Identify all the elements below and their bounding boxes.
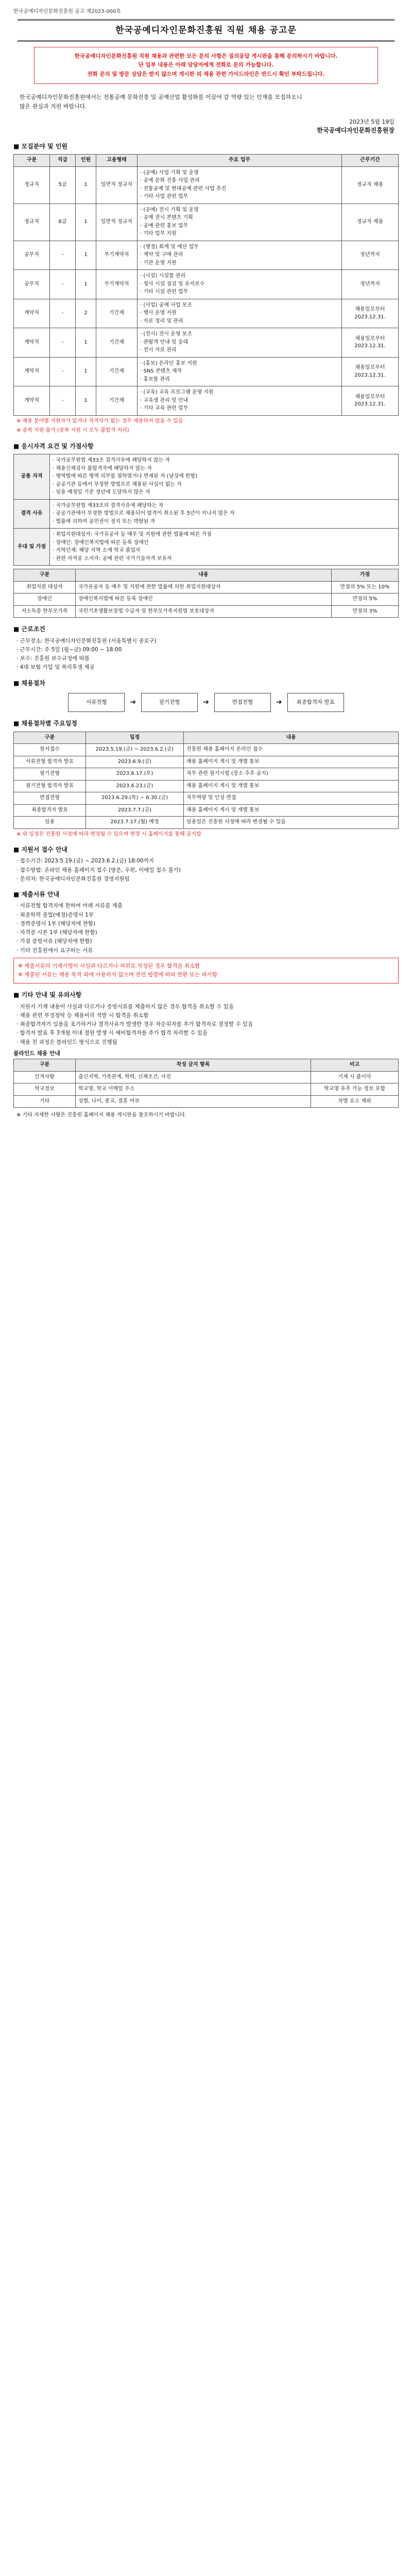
- intro-line: 한국공예디자인문화진흥원에서는 전통공예 문화진흥 및 공예산업 활성화를 이끌어 갈 역량 있는 인재를 모집하오니: [20, 93, 302, 100]
- document-line: · 기타 진흥원에서 요구하는 서류: [16, 947, 93, 954]
- qual-line: · 국가공무원법 제33조의 결격사유에 해당하는 자: [53, 502, 164, 509]
- pref-cell: 장애인: [14, 594, 76, 606]
- blind-cell: 학교명 유추 가능 정보 포함: [311, 1083, 399, 1096]
- cell-group: 계약직: [14, 299, 50, 328]
- document-line: · 가점 증빙서류 (해당자에 한함): [16, 938, 92, 945]
- table-row: [14, 1083, 399, 1096]
- cell-duties: [138, 299, 342, 328]
- table-row: [14, 780, 399, 792]
- schedule-cell: 직무역량 및 인성 면접: [184, 792, 399, 805]
- conditions-list: [13, 637, 399, 672]
- pref-cell: 국가유공자 등 예우 및 지원에 관한 법률에 의한 취업지원대상자: [76, 581, 332, 594]
- blind-cell: 성별, 나이, 종교, 결혼 여부: [76, 1095, 311, 1108]
- cell-type: 기간제: [96, 299, 138, 328]
- cell-type: 무기계약직: [96, 241, 138, 270]
- th-type: 고용형태: [96, 155, 138, 167]
- pref-cell: 만점의 3%: [332, 605, 399, 618]
- process-step: 최종합격자 발표: [287, 693, 344, 712]
- document-line: · 경력증명서 1부 (해당자에 한함): [16, 920, 96, 927]
- section-other: ■ 기타 안내 및 유의사항: [13, 991, 82, 999]
- cell-grade: 6급: [50, 204, 76, 241]
- cell-count: 1: [76, 328, 96, 358]
- duty-line: · (교육) 교육 프로그램 운영 지원: [140, 389, 214, 396]
- duty-line: · 기타 사업 관련 업무: [140, 194, 188, 200]
- duty-line: · SNS 콘텐츠 제작: [140, 368, 182, 375]
- page-title: 한국공예디자인문화진흥원 직원 채용 공고문: [115, 25, 297, 36]
- cell-grade: -: [50, 357, 76, 386]
- schedule-cell: 임용일은 진흥원 사정에 따라 변경될 수 있음: [184, 817, 399, 829]
- cell-duties: [138, 328, 342, 358]
- cell-period: 정년까지: [342, 270, 399, 299]
- qual-content: [50, 499, 399, 529]
- blind-cell: 학교정보: [14, 1083, 76, 1096]
- schedule-cell: 2023.7.17.(월) 예정: [86, 817, 184, 829]
- cell-type: 기간제: [96, 328, 138, 358]
- table-row: [14, 241, 399, 270]
- application-line: · 접수방법: 온라인 채용 홈페이지 접수 (방문, 우편, 이메일 접수 불가): [16, 867, 181, 873]
- duty-line: · 자료 정리 및 관리: [140, 318, 183, 324]
- cell-group: 공무직: [14, 270, 50, 299]
- duty-line: · (행정) 회계 및 예산 업무: [140, 244, 199, 250]
- announcement-page: [0, 0, 412, 1136]
- duty-line: · (공예) 사업 기획 및 운영: [140, 170, 199, 176]
- table-row: [14, 594, 399, 606]
- cell-group: 공무직: [14, 241, 50, 270]
- cell-period: 채용일로부터 2023.12.31.: [342, 299, 399, 328]
- blind-cell: 출신지역, 가족관계, 학력, 신체조건, 사진: [76, 1071, 311, 1083]
- doc-number: 한국공예디자인문화진흥원 공고 제2023-000호: [13, 9, 122, 14]
- schedule-cell: 필기전형: [14, 768, 86, 781]
- duty-line: · 공예 문화 진흥 사업 관리: [140, 178, 200, 184]
- table-row: [14, 756, 399, 768]
- warning-line: ※ 제출서류의 기재사항이 사실과 다르거나 허위로 작성된 경우 합격을 취소함: [18, 962, 200, 969]
- blind-cell: 기재 시 불이익: [311, 1071, 399, 1083]
- qual-line: · 취업지원대상자: 국가유공자 등 예우 및 지원에 관한 법률에 따른 가점: [53, 532, 212, 538]
- section-process: ■ 채용절차: [13, 679, 45, 687]
- table-row: [14, 804, 399, 817]
- schedule-cell: 채용 홈페이지 게시 및 개별 통보: [184, 756, 399, 768]
- other-line: · 채용 전 과정은 블라인드 방식으로 진행됨: [16, 1039, 117, 1045]
- recruit-note: ※ 채용 분야별 지원자가 없거나 적격자가 없는 경우 채용하지 않을 수 있음: [16, 418, 183, 424]
- schedule-cell: 임용: [14, 817, 86, 829]
- pref-cell: 국민기초생활보장법 수급자 및 한부모가족지원법 보호대상자: [76, 605, 332, 618]
- notice-line: 단 일부 내용은 아래 담당자에게 전화로 문의 가능합니다.: [138, 62, 274, 69]
- duty-line: · 공예 관련 홍보 업무: [140, 223, 188, 229]
- cell-count: 1: [76, 270, 96, 299]
- cell-grade: 5급: [50, 166, 76, 204]
- schedule-cell: 2023.7.7.(금): [86, 804, 184, 817]
- cell-count: 1: [76, 166, 96, 204]
- closing-note: ※ 기타 자세한 사항은 진흥원 홈페이지 채용 게시판을 참조하시기 바랍니다.: [16, 1112, 186, 1118]
- other-line: · 채용 관련 부정청탁 등 채용비리 적발 시 합격을 취소함: [16, 1012, 149, 1019]
- cell-duties: [138, 204, 342, 241]
- process-step: 필기전형: [141, 693, 198, 712]
- pref-cell: 장애인복지법에 따른 등록 장애인: [76, 594, 332, 606]
- th-date: 일정: [86, 732, 184, 744]
- other-line: · 합격자 발표 후 3개월 이내 결원 발생 시 예비합격자를 추가 합격 처리할 수 있음: [16, 1030, 208, 1037]
- schedule-cell: 면접전형: [14, 792, 86, 805]
- blind-subtitle: 블라인드 채용 안내: [13, 1049, 60, 1057]
- qual-line: · 임용 예정일 기준 정년에 도달하지 않은 자: [53, 489, 150, 496]
- cell-type: 기간제: [96, 357, 138, 386]
- title-box: [18, 19, 394, 42]
- cell-period: 채용일로부터 2023.12.31.: [342, 386, 399, 416]
- arrow-right-icon: ➔: [276, 698, 282, 707]
- recruitment-table: [13, 154, 399, 416]
- qual-line: · 장애인: 장애인복지법에 따른 등록 장애인: [53, 539, 149, 546]
- table-row: [14, 270, 399, 299]
- duty-line: · 기관 운영 지원: [140, 260, 177, 266]
- th-period: 근무기간: [342, 155, 399, 167]
- preference-table: [13, 569, 399, 618]
- cell-period: 채용일로부터 2023.12.31.: [342, 357, 399, 386]
- other-list: [13, 1003, 399, 1046]
- table-row: [14, 605, 399, 618]
- arrow-right-icon: ➔: [130, 698, 136, 707]
- th-stage: 구분: [14, 732, 86, 744]
- documents-warning: [13, 958, 399, 984]
- cell-type: 무기계약직: [96, 270, 138, 299]
- arrow-right-icon: ➔: [203, 698, 209, 707]
- schedule-cell: 채용 홈페이지 게시 및 개별 통보: [184, 780, 399, 792]
- table-row: [14, 817, 399, 829]
- duty-line: · 홍보물 관리: [140, 376, 170, 382]
- th-pref-points: 가점: [332, 569, 399, 582]
- documents-intro: · 서류전형 합격자에 한하여 아래 서류를 제출: [16, 903, 123, 909]
- table-row: [14, 166, 399, 204]
- table-row: [14, 744, 399, 756]
- th-pref-type: 구분: [14, 569, 76, 582]
- duty-line: · 청사 시설 점검 및 유지보수: [140, 281, 205, 287]
- th-blind-type: 구분: [14, 1059, 76, 1072]
- table-row: [14, 581, 399, 594]
- duty-line: · 기타 업무 지원: [140, 231, 177, 237]
- duty-line: · 전통공예 및 현대공예 관련 사업 추진: [140, 185, 227, 192]
- qual-line: · 병역법에 따른 병역 의무를 필하였거나 면제된 자 (남성에 한함): [53, 473, 198, 480]
- application-line: · 문의처: 한국공예디자인문화진흥원 경영지원팀: [16, 875, 130, 882]
- blind-cell: 차별 요소 제외: [311, 1095, 399, 1108]
- table-row: [14, 328, 399, 358]
- pref-cell: 만점의 5%: [332, 594, 399, 606]
- application-line: · 접수기간: 2023.5.19.(금) ~ 2023.6.2.(금) 18:00까지: [16, 858, 154, 865]
- th-count: 인원: [76, 155, 96, 167]
- cell-duties: [138, 357, 342, 386]
- section-conditions: ■ 근로조건: [13, 625, 45, 633]
- documents-intro-wrap: [13, 902, 399, 910]
- qual-label: 결격 사유: [14, 499, 50, 529]
- document-line: · 자격증 사본 1부 (해당자에 한함): [16, 929, 97, 936]
- th-grade: 직급: [50, 155, 76, 167]
- notice-line: 한국공예디자인문화진흥원 직원 채용과 관련한 모든 문의 사항은 질의응답 게시판을 통해 문의하시기 바랍니다.: [74, 53, 338, 60]
- cell-grade: -: [50, 386, 76, 416]
- schedule-cell: 채용 홈페이지 게시 및 개별 통보: [184, 804, 399, 817]
- table-row: [14, 768, 399, 781]
- th-duties: 주요 업무: [138, 155, 342, 167]
- recruit-note: ※ 중복 지원 불가 (중복 지원 시 모두 불합격 처리): [16, 428, 129, 434]
- condition-line: · 보수: 진흥원 보수규정에 따름: [16, 655, 90, 662]
- cell-grade: -: [50, 328, 76, 358]
- schedule-cell: 진흥원 채용 홈페이지 온라인 접수: [184, 744, 399, 756]
- duty-line: · 기타 시설 관련 업무: [140, 289, 188, 295]
- table-row: [14, 529, 399, 566]
- blind-cell: 인적사항: [14, 1071, 76, 1083]
- qual-line: · 공공기관에서 부정한 방법으로 채용되어 합격이 취소된 후 5년이 지나지 않은 자: [53, 511, 235, 517]
- qual-line: · 관련 자격증 소지자: 공예 관련 국가기술자격 보유자: [53, 555, 172, 562]
- section-application: ■ 지원서 접수 안내: [13, 846, 68, 854]
- schedule-cell: 필기전형 합격자 발표: [14, 780, 86, 792]
- pref-cell: 저소득층 한부모가족: [14, 605, 76, 618]
- cell-group: 정규직: [14, 166, 50, 204]
- condition-line: · 4대 보험 가입 및 복리후생 제공: [16, 664, 95, 671]
- section-schedule: ■ 채용절차별 주요일정: [13, 720, 78, 727]
- schedule-note: ※ 위 일정은 진흥원 사정에 따라 변경될 수 있으며 변경 시 홈페이지를 통해 공지함: [16, 831, 201, 837]
- table-row: [14, 204, 399, 241]
- th-group: 구분: [14, 155, 50, 167]
- table-row: [14, 357, 399, 386]
- notice-box: [34, 47, 378, 84]
- duty-line: · (홍보) 온라인 홍보 지원: [140, 360, 197, 366]
- qual-line: · 공공기관 등에서 부정한 방법으로 채용된 사실이 없는 자: [53, 481, 182, 487]
- th-pref-content: 내용: [76, 569, 332, 582]
- th-blind-items: 작성 금지 항목: [76, 1059, 311, 1072]
- blind-cell: 기타: [14, 1095, 76, 1108]
- qual-line: · 국가공무원법 제33조 결격사유에 해당하지 않는 자: [53, 457, 170, 464]
- cell-count: 1: [76, 386, 96, 416]
- qual-content: [50, 454, 399, 500]
- documents-list: [13, 911, 399, 955]
- schedule-cell: 2023.6.9.(금): [86, 756, 184, 768]
- th-content: 내용: [184, 732, 399, 744]
- section-recruitment: ■ 모집분야 및 인원: [13, 143, 68, 150]
- pref-cell: 취업지원 대상자: [14, 581, 76, 594]
- schedule-cell: 2023.6.29.(목) ~ 6.30.(금): [86, 792, 184, 805]
- process-step: 서류전형: [68, 693, 125, 712]
- th-blind-note: 비고: [311, 1059, 399, 1072]
- schedule-cell: 2023.6.17.(토): [86, 768, 184, 781]
- table-row: [14, 299, 399, 328]
- table-row: [14, 454, 399, 500]
- cell-period: 정규직 채용: [342, 204, 399, 241]
- qual-line: · 법률에 의하여 공민권이 정지 또는 박탈된 자: [53, 518, 156, 524]
- section-documents: ■ 제출서류 안내: [13, 891, 60, 899]
- duty-line: · (사업) 공예 사업 보조: [140, 302, 192, 308]
- schedule-cell: 2023.6.23.(금): [86, 780, 184, 792]
- duty-line: · 기타 교육 관련 업무: [140, 405, 188, 412]
- cell-group: 계약직: [14, 386, 50, 416]
- cell-duties: [138, 166, 342, 204]
- document-line: · 최종학력 졸업(예정)증명서 1부: [16, 911, 94, 918]
- cell-count: 1: [76, 204, 96, 241]
- qual-line: · 지역인재: 해당 지역 소재 학교 졸업자: [53, 548, 141, 554]
- cell-grade: -: [50, 299, 76, 328]
- duty-line: · (전시) 전시 운영 보조: [140, 331, 192, 337]
- table-row: [14, 1095, 399, 1108]
- cell-count: 2: [76, 299, 96, 328]
- intro: [13, 89, 399, 115]
- cell-count: 1: [76, 357, 96, 386]
- cell-grade: -: [50, 241, 76, 270]
- duty-line: · (시설) 시설물 관리: [140, 273, 186, 279]
- qualification-table: [13, 454, 399, 566]
- other-line: · 최종합격자가 임용을 포기하거나 결격사유가 발생한 경우 차순위자를 추가 합격자로 결정할 수 있음: [16, 1021, 253, 1028]
- qual-line: · 채용신체검사 불합격자에 해당하지 않는 자: [53, 465, 152, 471]
- other-line: · 지원서 기재 내용이 사실과 다르거나 증빙서류를 제출하지 않은 경우 합격을 취소할 수 있음: [16, 1003, 234, 1010]
- qual-label: 공통 자격: [14, 454, 50, 500]
- schedule-cell: 최종합격자 발표: [14, 804, 86, 817]
- schedule-cell: 원서접수: [14, 744, 86, 756]
- process-flow: [13, 693, 399, 712]
- duty-line: · 전시 자료 관리: [140, 347, 177, 353]
- cell-period: 정규직 채용: [342, 166, 399, 204]
- cell-duties: [138, 270, 342, 299]
- qual-label: 우대 및 가점: [14, 529, 50, 566]
- pref-cell: 만점의 5% 또는 10%: [332, 581, 399, 594]
- warning-line: ※ 제출된 서류는 채용 목적 외에 사용하지 않으며 관련 법령에 따라 반환 또는 파기함: [18, 972, 217, 978]
- cell-group: 정규직: [14, 204, 50, 241]
- schedule-cell: 서류전형 합격자 발표: [14, 756, 86, 768]
- table-row: [14, 792, 399, 805]
- cell-type: 기간제: [96, 386, 138, 416]
- cell-period: 채용일로부터 2023.12.31.: [342, 328, 399, 358]
- blind-cell: 학교명, 학교 이메일 주소: [76, 1083, 311, 1096]
- condition-line: · 근무시간: 주 5일 (월~금) 09:00 ~ 18:00: [16, 646, 122, 653]
- duty-line: · 공예 전시 콘텐츠 기획: [140, 215, 193, 221]
- table-row: [14, 386, 399, 416]
- cell-type: 일반직 정규직: [96, 166, 138, 204]
- schedule-table: [13, 732, 399, 829]
- duty-line: · 관람객 안내 및 응대: [140, 339, 188, 345]
- application-list: [13, 857, 399, 883]
- organization-name: 한국공예디자인문화진흥원장: [317, 126, 394, 134]
- duty-line: · (공예) 전시 기획 및 운영: [140, 207, 199, 213]
- duty-line: · 교육생 관리 및 안내: [140, 397, 188, 403]
- table-row: [14, 499, 399, 529]
- intro-line: 많은 관심과 지원 바랍니다.: [20, 103, 87, 110]
- cell-group: 계약직: [14, 357, 50, 386]
- cell-duties: [138, 241, 342, 270]
- cell-period: 정년까지: [342, 241, 399, 270]
- blind-table: [13, 1059, 399, 1108]
- condition-line: · 근무장소: 한국공예디자인문화진흥원 (서울특별시 종로구): [16, 637, 157, 644]
- duty-line: · 계약 및 구매 관리: [140, 252, 183, 258]
- notice-line: 전화 문의 및 방문 상담은 받지 않으며 게시판 외 채용 관련 가이드라인은 반드시 확인 부탁드립니다.: [87, 71, 325, 77]
- process-step: 면접전형: [214, 693, 271, 712]
- cell-type: 일반직 정규직: [96, 204, 138, 241]
- cell-count: 1: [76, 241, 96, 270]
- schedule-cell: 2023.5.19.(금) ~ 2023.6.2.(금): [86, 744, 184, 756]
- announcement-date: 2023년 5월 19일: [349, 118, 394, 125]
- table-row: [14, 1071, 399, 1083]
- section-qualifications: ■ 응시자격 요건 및 가점사항: [13, 442, 94, 450]
- cell-grade: -: [50, 270, 76, 299]
- cell-group: 계약직: [14, 328, 50, 358]
- qual-content: [50, 529, 399, 566]
- cell-duties: [138, 386, 342, 416]
- schedule-cell: 직무 관련 필기시험 (장소 추후 공지): [184, 768, 399, 781]
- duty-line: · 행사 운영 지원: [140, 310, 177, 316]
